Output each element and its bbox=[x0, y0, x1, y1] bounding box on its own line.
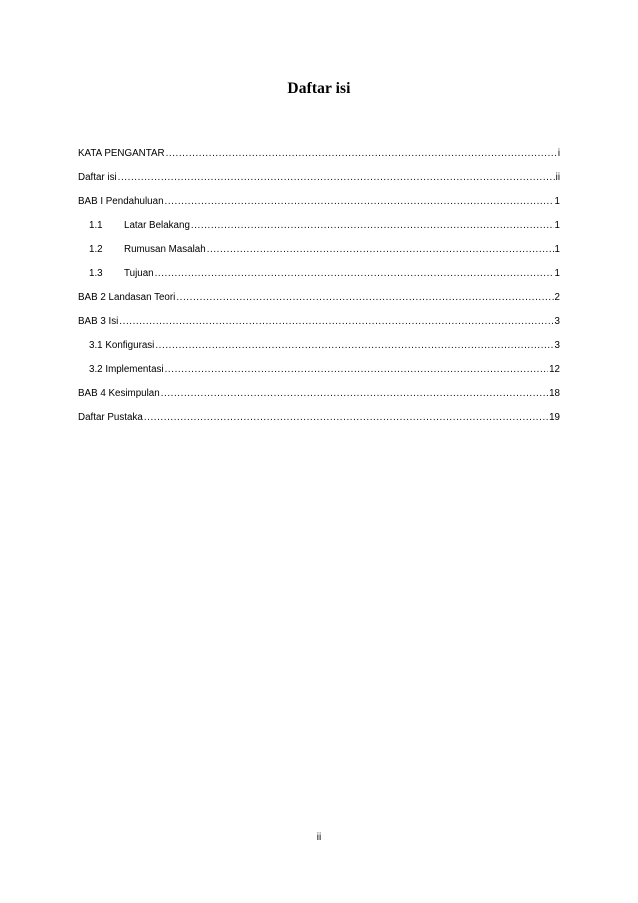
toc-entry-label: Daftar Pustaka bbox=[78, 412, 143, 423]
toc-entry-kata-pengantar[interactable] bbox=[78, 142, 560, 166]
toc-entry-number: 1.1 bbox=[89, 220, 103, 231]
toc-entry-daftar-pustaka[interactable] bbox=[78, 406, 560, 430]
toc-entry-page: 3 bbox=[554, 316, 560, 327]
toc-entry-3-2[interactable] bbox=[78, 358, 560, 382]
toc-entry-page: 2 bbox=[554, 292, 560, 303]
toc-entry-page: 12 bbox=[549, 364, 560, 375]
toc-entry-1-3[interactable] bbox=[78, 262, 560, 286]
toc-entry-bab-2[interactable] bbox=[78, 286, 560, 310]
toc-entry-number: 1.3 bbox=[89, 268, 103, 279]
toc-entry-label: 3.2 Implementasi bbox=[89, 364, 164, 375]
toc-entry-label: KATA PENGANTAR bbox=[78, 148, 165, 159]
toc-entry-bab-3[interactable] bbox=[78, 310, 560, 334]
toc-entry-label: 3.1 Konfigurasi bbox=[89, 340, 155, 351]
toc-dot-leader bbox=[119, 310, 553, 334]
toc-entry-bab-1[interactable] bbox=[78, 190, 560, 214]
toc-entry-page: 18 bbox=[549, 388, 560, 399]
toc-dot-leader bbox=[165, 190, 554, 214]
toc-dot-leader bbox=[165, 358, 548, 382]
toc-dot-leader bbox=[155, 334, 553, 358]
toc-entry-page: 1 bbox=[554, 268, 560, 279]
toc-entry-label: BAB 3 Isi bbox=[78, 316, 119, 327]
toc-dot-leader bbox=[176, 286, 553, 310]
toc-dot-leader bbox=[155, 262, 554, 286]
table-of-contents bbox=[78, 142, 560, 430]
toc-entry-daftar-isi[interactable] bbox=[78, 166, 560, 190]
toc-entry-bab-4[interactable] bbox=[78, 382, 560, 406]
toc-entry-label: Daftar isi bbox=[78, 172, 117, 183]
toc-entry-label: Rumusan Masalah bbox=[124, 244, 206, 255]
toc-dot-leader bbox=[161, 382, 548, 406]
toc-entry-page: 19 bbox=[549, 412, 560, 423]
toc-entry-1-2[interactable] bbox=[78, 238, 560, 262]
toc-entry-label: BAB 2 Landasan Teori bbox=[78, 292, 176, 303]
toc-entry-page: 3 bbox=[554, 340, 560, 351]
toc-entry-page: 1 bbox=[554, 220, 560, 231]
toc-entry-page: 1 bbox=[554, 244, 560, 255]
toc-dot-leader bbox=[191, 214, 554, 238]
toc-entry-label: BAB I Pendahuluan bbox=[78, 196, 164, 207]
toc-dot-leader bbox=[144, 406, 548, 430]
toc-entry-page: ii bbox=[555, 172, 560, 183]
toc-entry-number: 1.2 bbox=[89, 244, 103, 255]
toc-dot-leader bbox=[166, 142, 557, 166]
page-number: ii bbox=[316, 832, 322, 843]
toc-dot-leader bbox=[118, 166, 555, 190]
toc-entry-3-1[interactable] bbox=[78, 334, 560, 358]
page-title: Daftar isi bbox=[287, 80, 351, 97]
toc-entry-label: BAB 4 Kesimpulan bbox=[78, 388, 160, 399]
toc-entry-page: i bbox=[557, 148, 560, 159]
toc-dot-leader bbox=[207, 238, 554, 262]
toc-entry-1-1[interactable] bbox=[78, 214, 560, 238]
toc-entry-label: Tujuan bbox=[124, 268, 154, 279]
toc-entry-page: 1 bbox=[554, 196, 560, 207]
toc-entry-label: Latar Belakang bbox=[124, 220, 190, 231]
